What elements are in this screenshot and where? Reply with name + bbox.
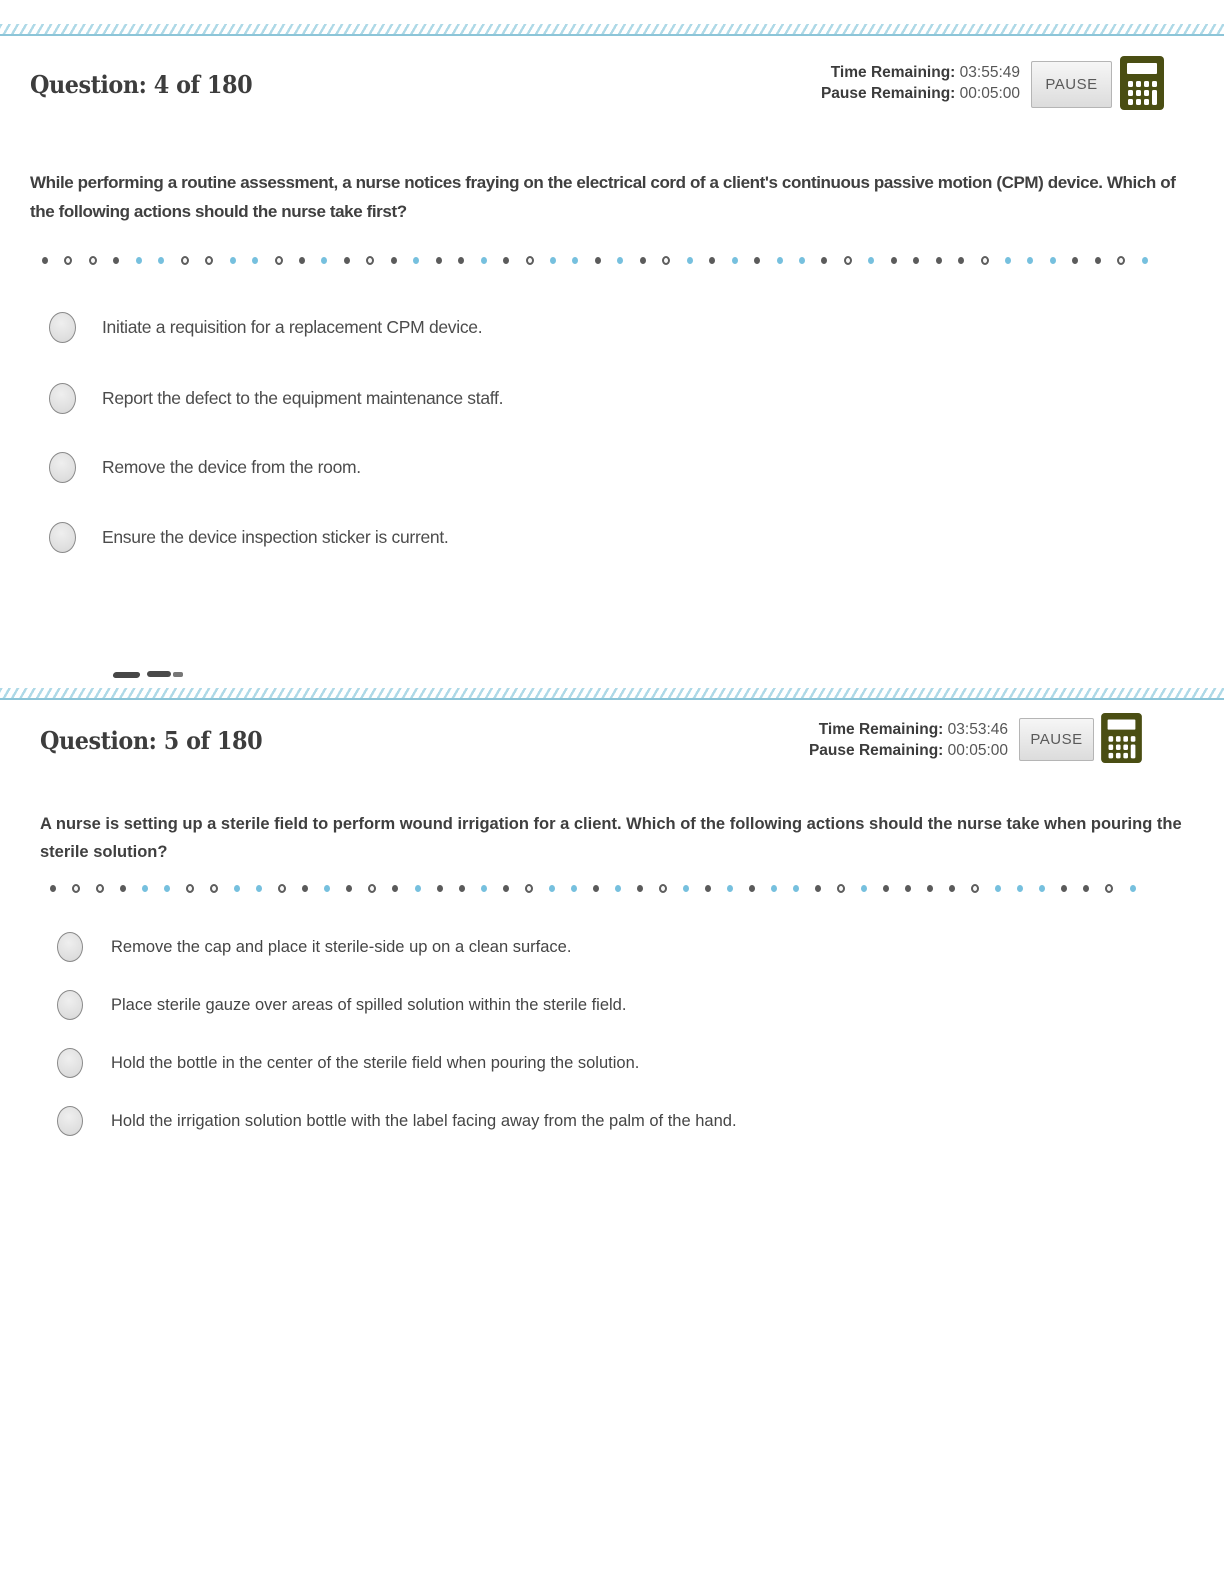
- separator-dot: [1105, 884, 1113, 893]
- separator-dot: [861, 885, 867, 892]
- separator-dot: [1072, 257, 1078, 264]
- separator-dot: [256, 885, 262, 892]
- answer-option[interactable]: [57, 933, 571, 961]
- separator-dot: [299, 257, 305, 264]
- separator-dot: [1095, 257, 1101, 264]
- separator-dot: [64, 256, 72, 265]
- separator-dot: [278, 884, 286, 893]
- radio-button[interactable]: [49, 312, 76, 343]
- separator-dot: [366, 256, 374, 265]
- dotted-separator: [50, 883, 1136, 893]
- answer-option[interactable]: [49, 383, 503, 413]
- answer-option[interactable]: [57, 1107, 737, 1135]
- separator-dot: [1117, 256, 1125, 265]
- separator-dot: [593, 885, 599, 892]
- separator-dot: [344, 257, 350, 264]
- separator-dot: [687, 257, 693, 264]
- separator-dot: [640, 257, 646, 264]
- separator-dot: [905, 885, 911, 892]
- separator-dot: [113, 257, 119, 264]
- separator-dot: [392, 885, 398, 892]
- separator-dot: [503, 257, 509, 264]
- separator-dot: [164, 885, 170, 892]
- option-label: Initiate a requisition for a replacement CPM device.: [102, 316, 483, 337]
- separator-dot: [1027, 257, 1033, 264]
- separator-dot: [549, 885, 555, 892]
- separator-dot: [709, 257, 715, 264]
- answer-option[interactable]: [49, 312, 482, 342]
- answer-option[interactable]: [49, 522, 448, 552]
- separator-dot: [868, 257, 874, 264]
- separator-dot: [927, 885, 933, 892]
- separator-dot: [1005, 257, 1011, 264]
- separator-dot: [368, 884, 376, 893]
- separator-dot: [732, 257, 738, 264]
- answer-option[interactable]: [57, 991, 626, 1019]
- separator-dot: [615, 885, 621, 892]
- separator-dot: [136, 257, 142, 264]
- separator-dot: [981, 256, 989, 265]
- separator-dot: [995, 885, 1001, 892]
- separator-dot: [799, 257, 805, 264]
- clipped-text-fragment: [113, 670, 203, 680]
- separator-dot: [1083, 885, 1089, 892]
- separator-dot: [891, 257, 897, 264]
- timer-block: [809, 719, 1008, 761]
- separator-dot: [1061, 885, 1067, 892]
- option-label: Ensure the device inspection sticker is current.: [102, 526, 449, 547]
- separator-dot: [459, 885, 465, 892]
- separator-dot: [234, 885, 240, 892]
- radio-button[interactable]: [57, 990, 83, 1020]
- radio-button[interactable]: [57, 1106, 83, 1136]
- separator-dot: [913, 257, 919, 264]
- separator-dot: [158, 257, 164, 264]
- separator-dot: [96, 884, 104, 893]
- pause-button[interactable]: PAUSE: [1019, 718, 1094, 761]
- separator-dot: [302, 885, 308, 892]
- separator-dot: [275, 256, 283, 265]
- separator-dot: [659, 884, 667, 893]
- option-label: Remove the cap and place it sterile-side up on a clean surface.: [111, 937, 572, 956]
- question-text: While performing a routine assessment, a nurse notices fraying on the electrical cord of a client's continuous passive motion (CPM) device. Which of the following actions should the nurse take first?: [30, 173, 1176, 221]
- timer-block: [821, 62, 1020, 104]
- separator-dot: [321, 257, 327, 264]
- calculator-icon[interactable]: [1101, 713, 1142, 763]
- separator-dot: [1050, 257, 1056, 264]
- separator-dot: [727, 885, 733, 892]
- separator-dot: [252, 257, 258, 264]
- radio-button[interactable]: [49, 452, 76, 483]
- separator-dot: [436, 257, 442, 264]
- option-label: Hold the bottle in the center of the sterile field when pouring the solution.: [111, 1053, 640, 1072]
- separator-dot: [793, 885, 799, 892]
- answer-option[interactable]: [57, 1049, 639, 1077]
- separator-dot: [391, 257, 397, 264]
- separator-dot: [662, 256, 670, 265]
- separator-dot: [971, 884, 979, 893]
- separator-dot: [142, 885, 148, 892]
- separator-dot: [481, 257, 487, 264]
- section-divider-hatch: [0, 24, 1224, 36]
- separator-dot: [210, 884, 218, 893]
- pause-remaining: Pause Remaining: 00:05:00: [820, 85, 1020, 102]
- separator-dot: [683, 885, 689, 892]
- separator-dot: [837, 884, 845, 893]
- separator-dot: [705, 885, 711, 892]
- option-label: Hold the irrigation solution bottle with the label facing away from the palm of the hand.: [111, 1111, 737, 1130]
- question-counter: Question: 5 of 180: [40, 726, 263, 755]
- separator-dot: [50, 885, 56, 892]
- separator-dot: [771, 885, 777, 892]
- separator-dot: [749, 885, 755, 892]
- pause-button[interactable]: PAUSE: [1031, 61, 1112, 108]
- radio-button[interactable]: [57, 1048, 83, 1078]
- separator-dot: [1142, 257, 1148, 264]
- separator-dot: [72, 884, 80, 893]
- radio-button[interactable]: [49, 383, 76, 414]
- dotted-separator: [42, 255, 1148, 265]
- separator-dot: [936, 257, 942, 264]
- question-text: A nurse is setting up a sterile field to perform wound irrigation for a client. Which of the following actions should the nurse take when pouring the sterile solution?: [40, 815, 1182, 861]
- separator-dot: [525, 884, 533, 893]
- calculator-icon[interactable]: [1120, 56, 1164, 110]
- separator-dot: [949, 885, 955, 892]
- separator-dot: [595, 257, 601, 264]
- separator-dot: [205, 256, 213, 265]
- separator-dot: [120, 885, 126, 892]
- separator-dot: [1039, 885, 1045, 892]
- separator-dot: [883, 885, 889, 892]
- separator-dot: [503, 885, 509, 892]
- separator-dot: [346, 885, 352, 892]
- separator-dot: [821, 257, 827, 264]
- separator-dot: [777, 257, 783, 264]
- separator-dot: [637, 885, 643, 892]
- separator-dot: [181, 256, 189, 265]
- question-counter: Question: 4 of 180: [30, 70, 253, 99]
- separator-dot: [186, 884, 194, 893]
- separator-dot: [458, 257, 464, 264]
- separator-dot: [437, 885, 443, 892]
- radio-button[interactable]: [57, 932, 83, 962]
- separator-dot: [572, 257, 578, 264]
- separator-dot: [1130, 885, 1136, 892]
- separator-dot: [815, 885, 821, 892]
- separator-dot: [844, 256, 852, 265]
- separator-dot: [1017, 885, 1023, 892]
- separator-dot: [230, 257, 236, 264]
- separator-dot: [617, 257, 623, 264]
- answer-option[interactable]: [49, 452, 361, 482]
- option-label: Remove the device from the room.: [102, 456, 361, 477]
- separator-dot: [89, 256, 97, 265]
- separator-dot: [550, 257, 556, 264]
- separator-dot: [324, 885, 330, 892]
- pause-remaining: Pause Remaining: 00:05:00: [808, 742, 1008, 759]
- radio-button[interactable]: [49, 522, 76, 553]
- separator-dot: [42, 257, 48, 264]
- separator-dot: [413, 257, 419, 264]
- separator-dot: [526, 256, 534, 265]
- option-label: Place sterile gauze over areas of spilled solution within the sterile field.: [111, 995, 627, 1014]
- time-remaining: Time Remaining: 03:53:46: [818, 721, 1008, 738]
- time-remaining: Time Remaining: 03:55:49: [830, 64, 1020, 81]
- separator-dot: [481, 885, 487, 892]
- section-divider-hatch: [0, 688, 1224, 700]
- separator-dot: [571, 885, 577, 892]
- option-label: Report the defect to the equipment maintenance staff.: [102, 387, 504, 408]
- separator-dot: [958, 257, 964, 264]
- separator-dot: [415, 885, 421, 892]
- separator-dot: [754, 257, 760, 264]
